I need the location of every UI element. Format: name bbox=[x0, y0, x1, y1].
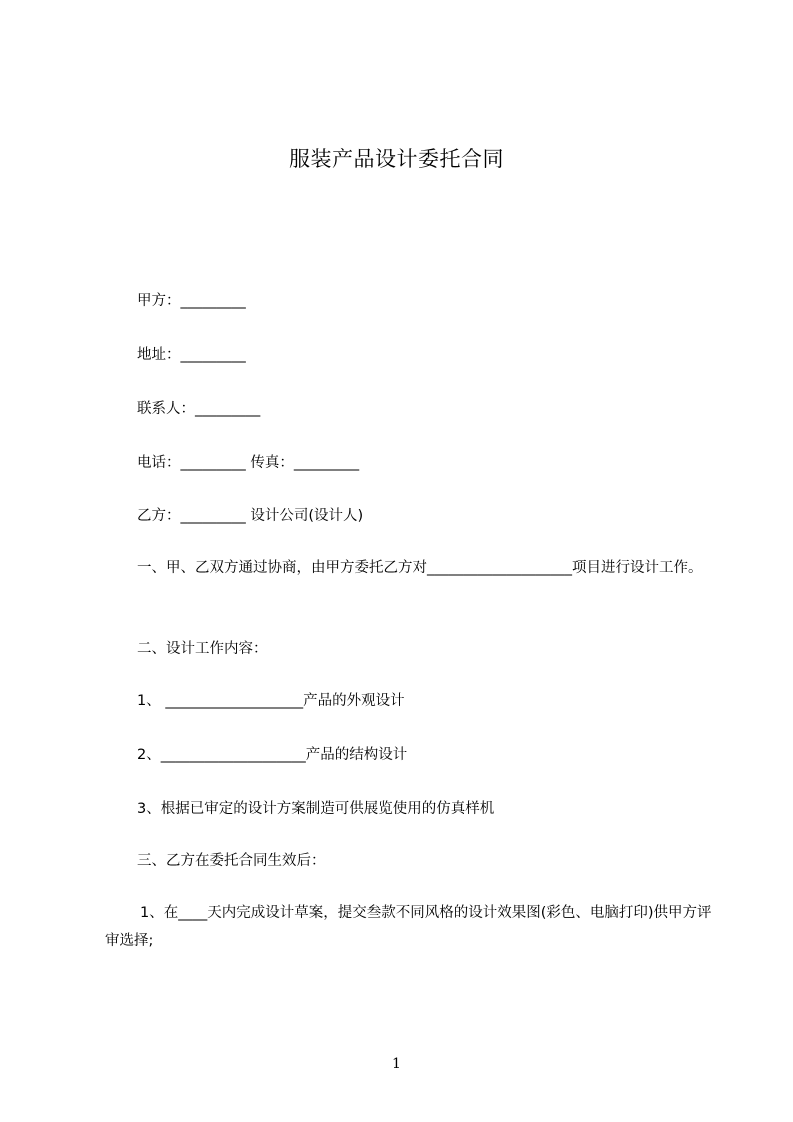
address-field: 地址：_________ bbox=[137, 347, 246, 363]
clause-2-item-2: 2、____________________产品的结构设计 bbox=[137, 747, 408, 763]
clause-2-item-1: 1、 ___________________产品的外观设计 bbox=[137, 693, 405, 709]
party-a-field: 甲方：_________ bbox=[137, 293, 246, 309]
clause-2-heading: 二、设计工作内容： bbox=[137, 641, 268, 657]
clause-3-heading: 三、乙方在委托合同生效后： bbox=[137, 853, 326, 869]
contact-field: 联系人：_________ bbox=[137, 401, 261, 417]
document-title: 服装产品设计委托合同 bbox=[289, 147, 504, 171]
page-number: 1 bbox=[392, 1056, 401, 1072]
clause-1: 一、甲、乙双方通过协商，由甲方委托乙方对____________________项目进行设计工作。 bbox=[137, 560, 703, 576]
phone-fax-field: 电话：_________ 传真：_________ bbox=[137, 455, 360, 471]
party-b-field: 乙方：_________ 设计公司(设计人) bbox=[137, 508, 364, 524]
clause-3-item-1: 1、在____天内完成设计草案，提交叁款不同风格的设计效果图(彩色、电脑打印)供甲方评审选择; bbox=[105, 905, 712, 949]
clause-2-item-3: 3、根据已审定的设计方案制造可供展览使用的仿真样机 bbox=[137, 801, 495, 817]
